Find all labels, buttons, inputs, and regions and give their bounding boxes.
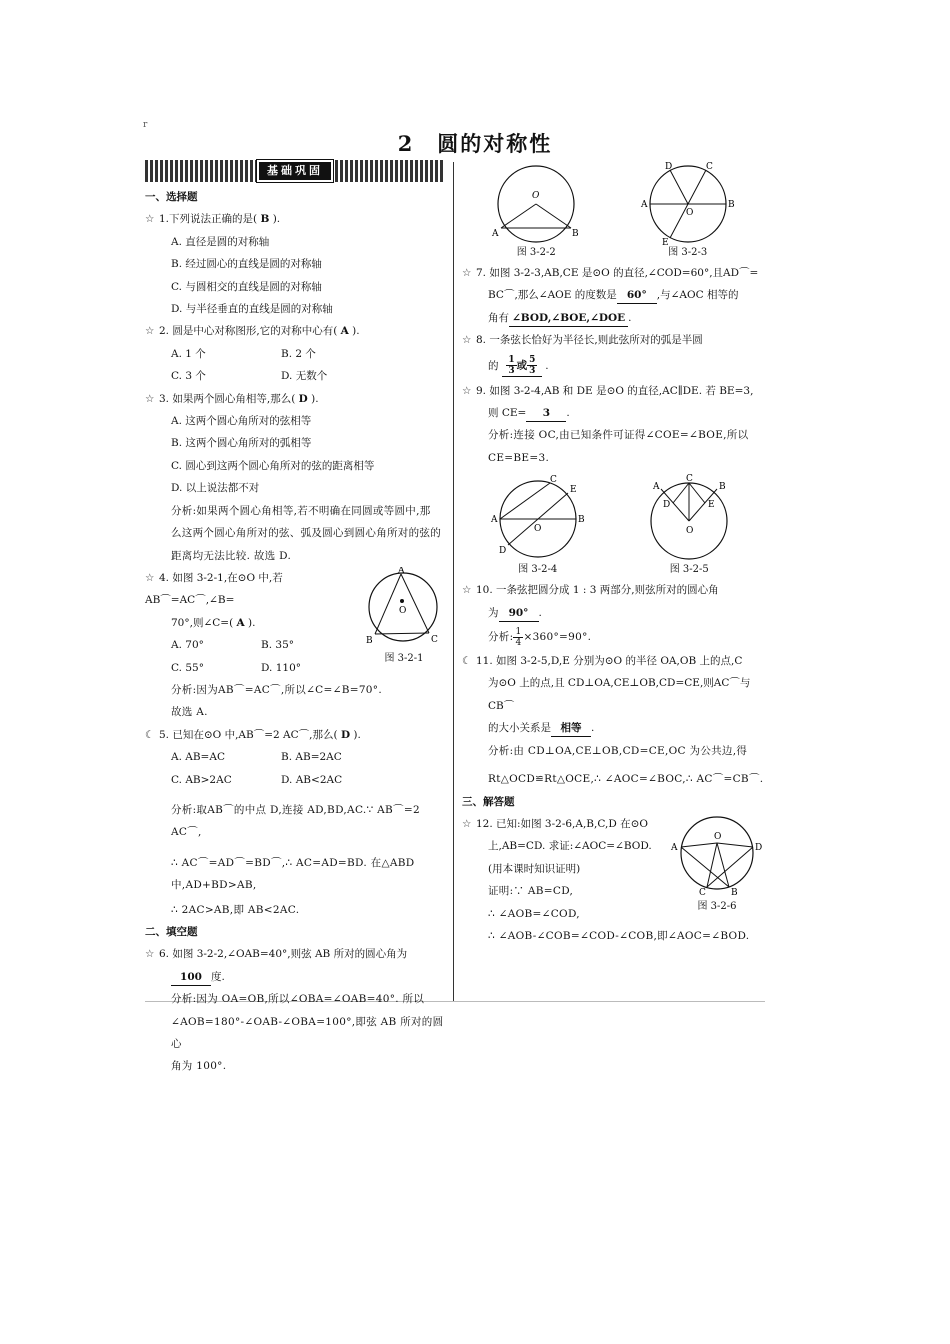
q3-analysis-2: 么这两个圆心角所对的弦、弧及圆心到圆心角所对的弦的 — [171, 527, 441, 540]
q6-answer: 100 — [171, 969, 211, 986]
question-8 — [462, 329, 765, 351]
q7-line-3a: 角有 — [488, 311, 509, 324]
question-4 — [145, 567, 445, 724]
star-icon: ☆ — [145, 571, 155, 584]
q1-stem-a: 1.下列说法正确的是( — [159, 213, 258, 226]
q4-conclusion: 故选 A. — [171, 706, 208, 719]
label-B: B — [572, 229, 579, 239]
q9-line-1: 9. 如图 3-2-4,AB 和 DE 是⊙O 的直径,AC∥DE. 若 BE=3, — [476, 384, 754, 397]
question-6 — [145, 943, 445, 965]
q12-line-3: (用本课时知识证明) — [488, 862, 581, 875]
right-column — [462, 160, 765, 947]
q4-analysis: 分析:因为AB⌒=AC⌒,所以∠C=∠B=70°. — [171, 683, 382, 696]
figure-3-2-6-drawing — [669, 813, 765, 895]
q8-or: 或 — [516, 359, 528, 372]
label-B: B — [727, 200, 735, 210]
label-E: E — [569, 485, 577, 496]
q1-option-b: B. 经过圆心的直线是圆的对称轴 — [171, 258, 322, 271]
star-icon: ☆ — [462, 817, 472, 830]
star-icon: ☆ — [145, 325, 155, 338]
star-icon: ☆ — [462, 584, 472, 597]
figure-3-2-5 — [641, 471, 737, 577]
q5-answer: D — [340, 728, 351, 741]
question-9 — [462, 380, 765, 402]
q2-options-row-2 — [145, 365, 445, 387]
figure-3-2-3 — [640, 162, 736, 260]
column-divider — [453, 162, 454, 1002]
q7-line-2b: ,与∠AOC 相等的 — [656, 289, 739, 302]
label-O: O — [714, 831, 722, 842]
label-B: B — [731, 887, 738, 895]
q7-answer-1: 60° — [617, 287, 657, 304]
q8-fraction-2: $\frac{5}{3}$ — [529, 355, 536, 377]
q4-answer: A — [236, 616, 245, 629]
q5-analysis-2: ∴ AC⌒=AD⌒=BD⌒,∴ AC=AD=BD. 在△ABD 中,AD+BD>AB, — [171, 856, 415, 892]
q12-proof-1: 证明:∵ AB=CD, — [488, 885, 574, 898]
q1-option-d: D. 与半径垂直的直线是圆的对称轴 — [171, 303, 333, 316]
q1-stem-b: ). — [272, 213, 281, 226]
label-A: A — [490, 515, 498, 526]
label-C: C — [431, 634, 438, 645]
q3-option-a: A. 这两个圆心角所对的弦相等 — [171, 415, 312, 428]
q3-option-d: D. 以上说法都不对 — [171, 482, 260, 495]
q11-line-2: 为⊙O 上的点,且 CD⊥OA,CE⊥OB,CD=CE,则AC⌒与CB⌒ — [488, 677, 751, 712]
q4-line-1: 4. 如图 3-2-1,在⊙O 中,若AB⌒=AC⌒,∠B= — [145, 571, 283, 607]
page-mark: r — [143, 120, 148, 130]
question-12 — [462, 813, 765, 947]
page-title: 2 圆的对称性 — [397, 131, 553, 156]
section-banner — [145, 160, 445, 182]
question-7 — [462, 262, 765, 284]
q11-analysis-1: 分析:由 CD⊥OA,CE⊥OB,CD=CE,OC 为公共边,得 — [488, 744, 748, 757]
q1-answer: B — [260, 213, 270, 226]
label-A: A — [671, 842, 678, 853]
q2-stem-b: ). — [352, 325, 360, 338]
figure-3-2-2-drawing — [491, 162, 581, 246]
label-A: A — [640, 200, 648, 210]
label-B: B — [719, 482, 726, 493]
q2-option-a: A. 1 个 — [171, 347, 206, 360]
label-E: E — [661, 238, 669, 246]
q4-options-row-1 — [145, 634, 351, 656]
figure-3-2-4-drawing — [490, 475, 586, 563]
q11-analysis-2: Rt△OCD≌Rt△OCE,∴ ∠AOC=∠BOC,∴ AC⌒=CB⌒. — [488, 773, 764, 786]
q1-option-c: C. 与圆相交的直线是圆的对称轴 — [171, 280, 322, 293]
q5-option-c: C. AB>2AC — [171, 773, 232, 786]
q5-option-a: A. AB=AC — [171, 751, 225, 764]
q6-line-2b: 度. — [211, 970, 225, 983]
question-2 — [145, 320, 445, 342]
q9-analysis-2: CE=BE=3. — [488, 451, 550, 464]
q5-stem-b: ). — [353, 728, 361, 741]
q8-line-1: 8. 一条弦长恰好为半径长,则此弦所对的弧是半圆 — [476, 334, 703, 347]
q3-option-b: B. 这两个圆心角所对的弧相等 — [171, 437, 312, 450]
figure-3-2-1-drawing — [363, 567, 445, 647]
label-D: D — [663, 500, 671, 511]
q10-analysis-b: ×360°=90°. — [523, 631, 592, 644]
question-3 — [145, 388, 445, 410]
figure-3-2-2 — [491, 162, 581, 260]
q6-analysis-2: ∠AOB=180°-∠OAB-∠OBA=100°,即弦 AB 所对的圆心 — [171, 1015, 444, 1051]
left-column — [145, 160, 445, 1078]
label-E: E — [708, 500, 715, 511]
figure-3-2-3-caption: 图 3-2-3 — [668, 247, 708, 258]
q8-line-2b: . — [545, 359, 549, 372]
figure-row-mid — [462, 471, 765, 577]
question-5 — [145, 724, 445, 746]
q1-option-a: A. 直径是圆的对称轴 — [171, 235, 270, 248]
label-B: B — [577, 515, 585, 526]
q3-analysis-1: 分析:如果两个圆心角相等,若不明确在同圆或等圆中,那 — [171, 504, 431, 517]
q7-line-1: 7. 如图 3-2-3,AB,CE 是⊙O 的直径,∠COD=60°,且AD⌒= — [476, 267, 759, 279]
q5-analysis-1: 分析:取AB⌒的中点 D,连接 AD,BD,AC.∵ AB⌒=2 AC⌒, — [171, 803, 420, 839]
q3-stem-a: 3. 如果两个圆心角相等,那么( — [159, 392, 296, 405]
q10-analysis-a: 分析: — [488, 631, 514, 644]
q2-option-b: B. 2 个 — [281, 347, 316, 360]
q11-line-3b: . — [591, 722, 595, 735]
q4-line-2a: 70°,则∠C=( — [171, 616, 234, 629]
figure-3-2-6-caption: 图 3-2-6 — [697, 900, 737, 912]
q3-option-c: C. 圆心到这两个圆心角所对的弦的距离相等 — [171, 459, 375, 472]
q4-option-c: C. 55° — [171, 661, 204, 674]
q10-fraction: $\frac{1}{4}$ — [515, 626, 522, 648]
section-heading-fill: 二、填空题 — [145, 926, 198, 938]
figure-3-2-2-caption: 图 3-2-2 — [516, 247, 556, 258]
star-icon: ☆ — [145, 948, 155, 961]
q8-line-2a: 的 — [488, 359, 499, 372]
label-O: O — [685, 208, 694, 218]
figure-3-2-4 — [490, 475, 586, 577]
label-A: A — [492, 229, 499, 239]
q5-option-b: B. AB=2AC — [281, 751, 342, 764]
q10-line-2b: . — [538, 606, 542, 619]
q10-line-1: 10. 一条弦把圆分成 1 : 3 两部分,则弦所对的圆心角 — [476, 584, 719, 597]
q5-analysis-3: ∴ 2AC>AB,即 AB<2AC. — [171, 903, 300, 916]
q9-answer: 3 — [526, 405, 566, 422]
q2-option-c: C. 3 个 — [171, 370, 206, 383]
q3-stem-b: ). — [311, 392, 319, 405]
star-icon: ☆ — [462, 384, 472, 397]
label-C: C — [699, 887, 706, 895]
label-D: D — [755, 842, 763, 853]
label-A: A — [653, 482, 660, 493]
star-icon: ☆ — [462, 334, 472, 347]
moon-icon: ☾ — [462, 655, 472, 668]
label-A: A — [398, 566, 405, 576]
q5-stem-a: 5. 已知在⊙O 中,AB⌒=2 AC⌒,那么( — [159, 728, 338, 741]
label-O: O — [532, 191, 540, 201]
q4-option-a: A. 70° — [171, 639, 204, 652]
q7-line-2a: BC⌒,那么∠AOE 的度数是 — [488, 289, 617, 302]
q8-fraction-1: $\frac{1}{3}$ — [508, 355, 515, 377]
star-icon: ☆ — [145, 213, 155, 226]
q5-options-row-1 — [145, 746, 445, 768]
q3-answer: D — [298, 392, 308, 405]
q10-answer: 90° — [499, 605, 539, 622]
label-C: C — [705, 162, 713, 172]
q9-line-2a: 则 CE= — [488, 407, 527, 420]
q9-line-2b: . — [566, 407, 570, 420]
label-D: D — [498, 546, 506, 557]
label-B: B — [366, 635, 373, 646]
q4-option-d: D. 110° — [261, 661, 302, 674]
moon-icon: ☾ — [145, 728, 155, 741]
q4-line-2b: ). — [248, 616, 256, 629]
q5-option-d: D. AB<2AC — [281, 773, 343, 786]
label-O: O — [686, 526, 694, 537]
label-O: O — [533, 524, 542, 535]
q10-line-2a: 为 — [488, 606, 499, 619]
q2-options-row-1 — [145, 343, 445, 365]
figure-3-2-6 — [669, 813, 765, 914]
q6-analysis-3: 角为 100°. — [171, 1060, 227, 1073]
star-icon: ☆ — [462, 267, 472, 279]
q9-analysis-1: 分析:连接 OC,由已知条件可证得∠COE=∠BOE,所以 — [488, 429, 749, 442]
q6-line-1: 6. 如图 3-2-2,∠OAB=40°,则弦 AB 所对的圆心角为 — [159, 948, 408, 961]
section-heading-choice: 一、选择题 — [145, 191, 198, 203]
label-C: C — [549, 475, 557, 486]
q12-proof-2: ∴ ∠AOB=∠COD, — [488, 907, 580, 920]
q2-answer: A — [340, 325, 349, 338]
question-10 — [462, 579, 765, 601]
q11-line-1: 11. 如图 3-2-5,D,E 分别为⊙O 的半径 OA,OB 上的点,C — [476, 655, 743, 668]
label-D: D — [664, 162, 672, 172]
q7-answer-2: ∠BOD,∠BOE,∠DOE — [509, 310, 628, 327]
banner-label: 基础巩固 — [257, 160, 333, 182]
figure-3-2-5-drawing — [641, 471, 737, 563]
figure-3-2-1 — [363, 567, 445, 666]
figure-3-2-3-drawing — [640, 162, 736, 246]
q4-option-b: B. 35° — [261, 639, 295, 652]
q2-stem-a: 2. 圆是中心对称图形,它的对称中心有( — [159, 325, 338, 338]
q12-line-1: 12. 已知:如图 3-2-6,A,B,C,D 在⊙O — [476, 817, 649, 830]
q2-option-d: D. 无数个 — [281, 370, 328, 383]
label-O: O — [399, 605, 407, 616]
q6-analysis-1: 分析:因为 OA=OB,所以∠OBA=∠OAB=40°. 所以 — [171, 993, 425, 1006]
figure-3-2-5-caption: 图 3-2-5 — [669, 564, 709, 576]
q11-line-3a: 的大小关系是 — [488, 722, 551, 735]
label-C: C — [686, 474, 694, 485]
section-heading-answer: 三、解答题 — [462, 795, 515, 808]
q12-proof-3: ∴ ∠AOB-∠COB=∠COD-∠COB,即∠AOC=∠BOD. — [488, 929, 750, 942]
q3-analysis-3: 距离均无法比较. 故选 D. — [171, 549, 292, 562]
question-1 — [145, 208, 445, 230]
question-11 — [462, 650, 765, 672]
q4-options-row-2 — [145, 657, 351, 679]
q8-answer — [502, 355, 542, 377]
q11-answer: 相等 — [551, 720, 591, 737]
figure-row-top — [462, 162, 765, 260]
star-icon: ☆ — [145, 392, 155, 405]
figure-3-2-4-caption: 图 3-2-4 — [518, 564, 558, 576]
figure-3-2-1-caption: 图 3-2-1 — [384, 652, 424, 664]
q12-line-2: 上,AB=CD. 求证:∠AOC=∠BOD. — [488, 840, 652, 853]
q7-line-3b: . — [628, 311, 632, 324]
q5-options-row-2 — [145, 769, 445, 791]
